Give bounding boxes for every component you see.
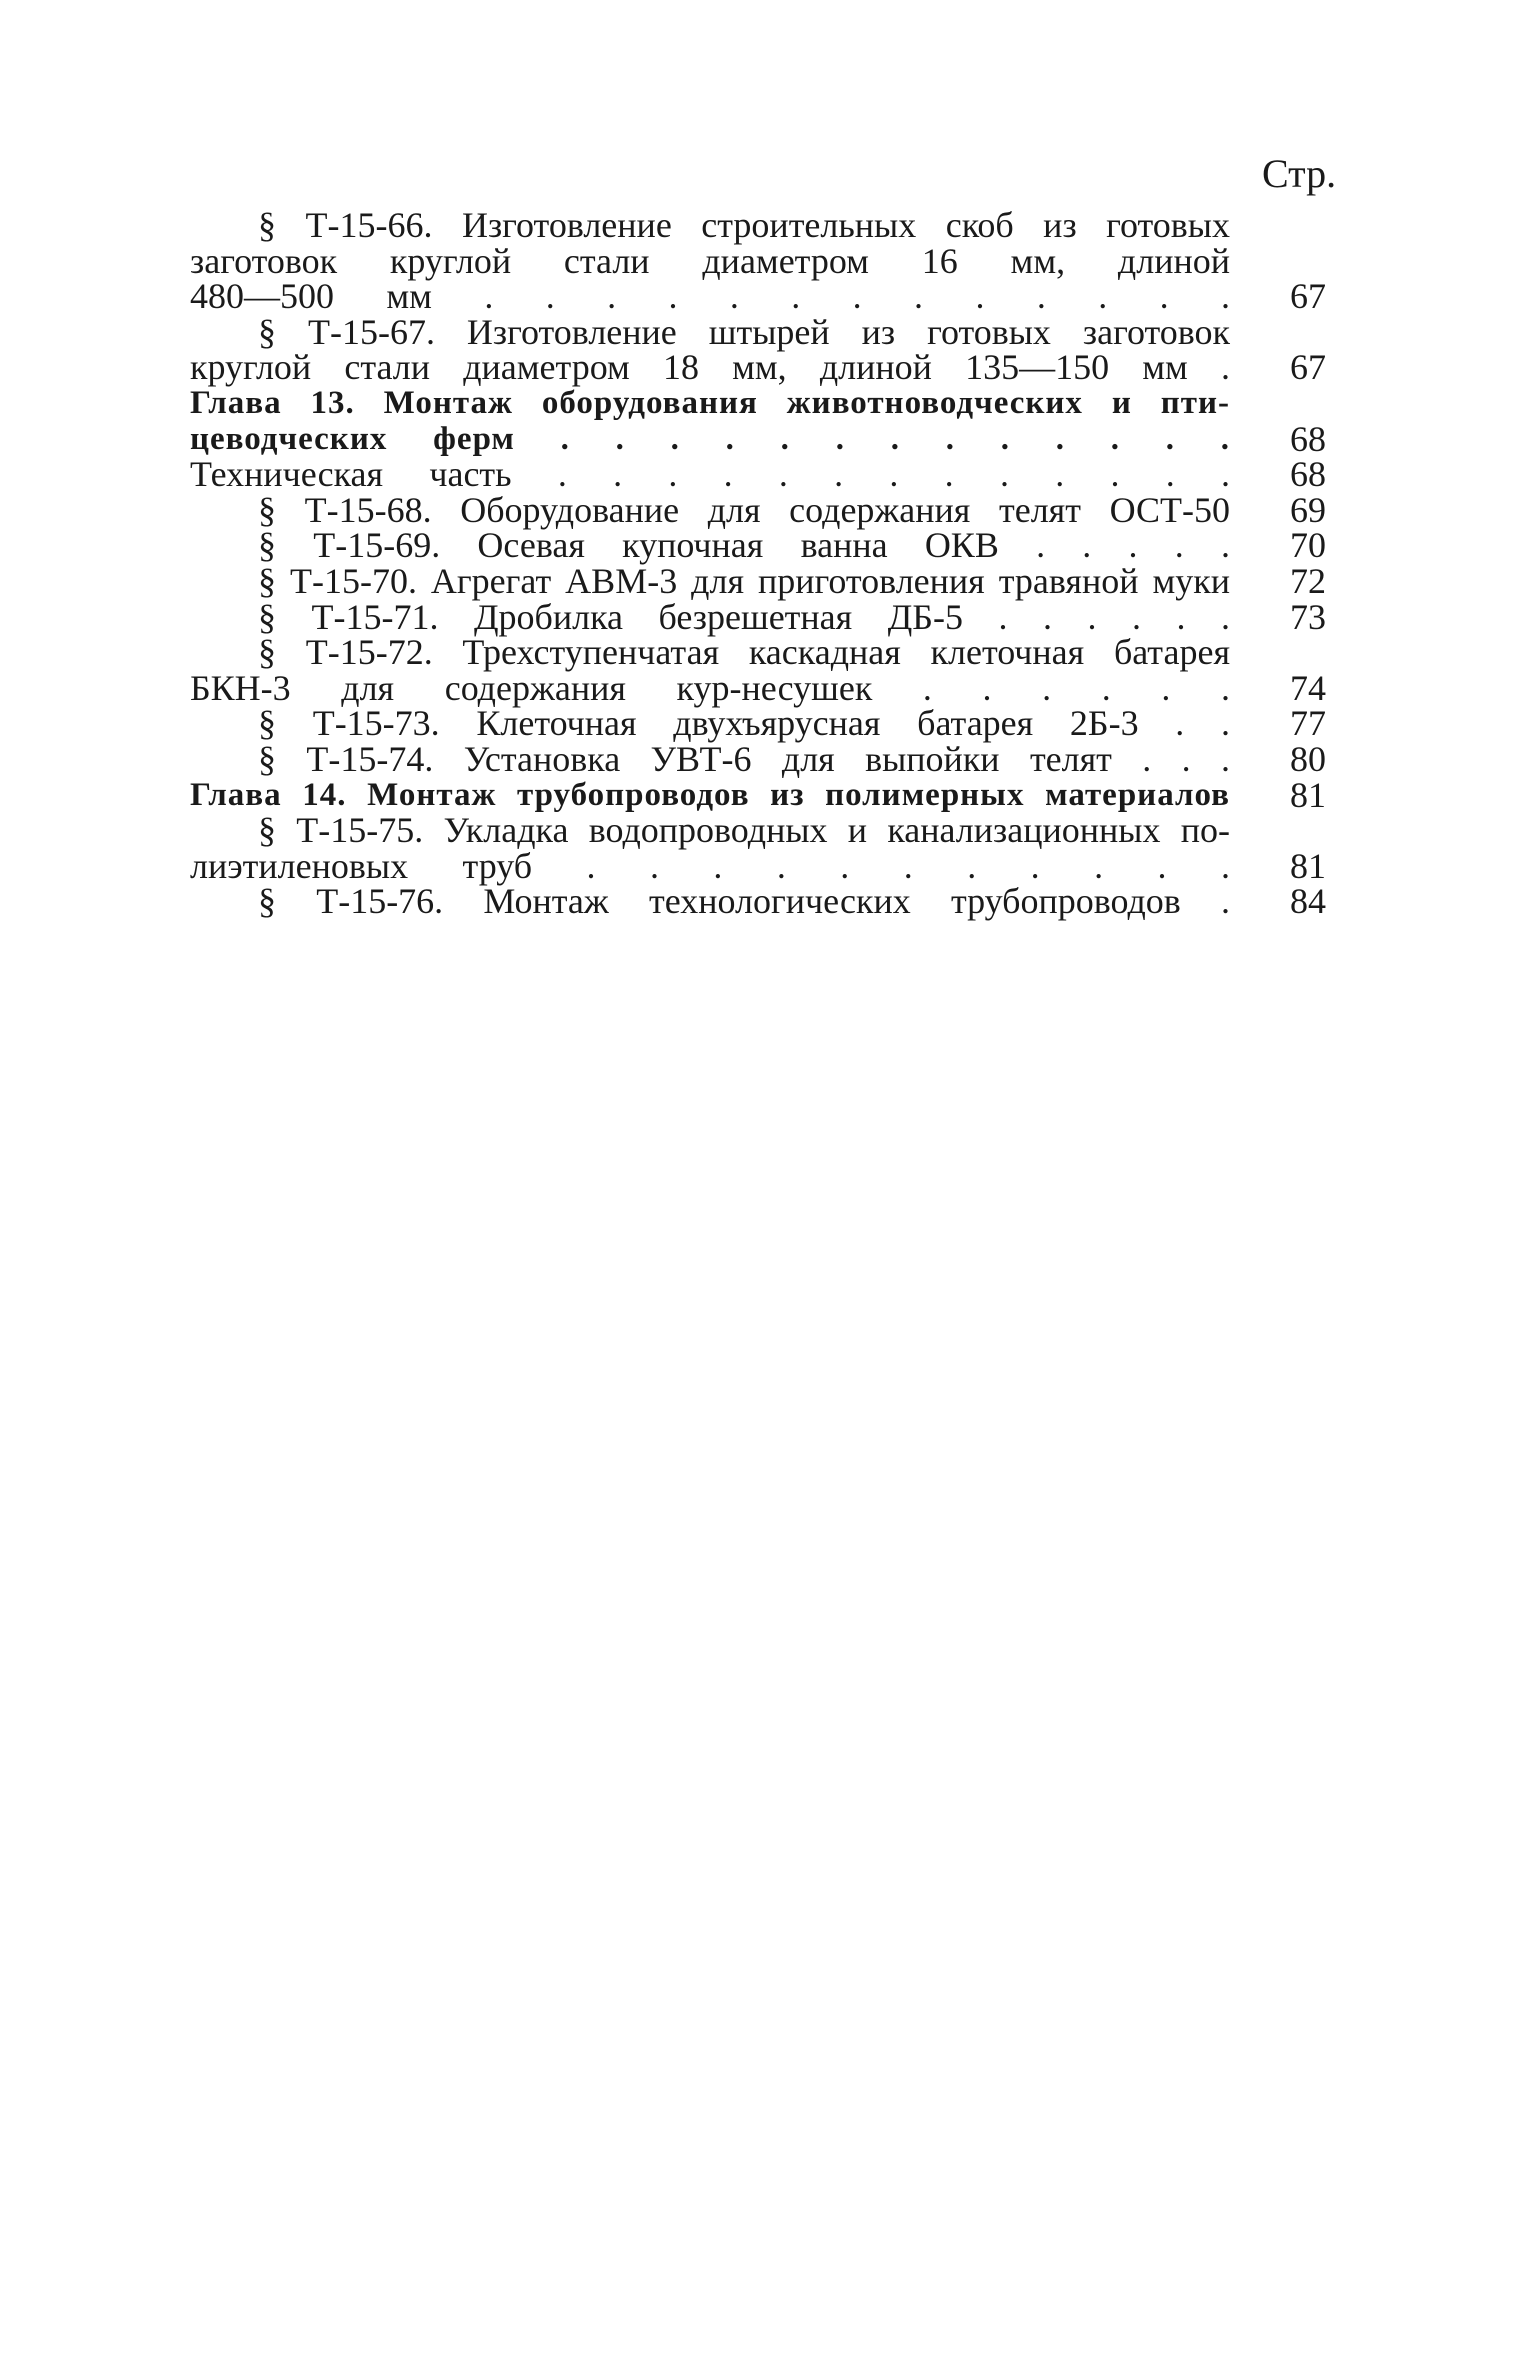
toc-entry-line: § Т-15-76. Монтаж технологических трубопроводов . xyxy=(258,881,1230,922)
toc-entry xyxy=(190,810,1340,886)
toc-entry-page: 67 xyxy=(1290,276,1326,317)
toc-entry-line: БКН-3 для содержания кур-несушек . . . . . . xyxy=(190,667,1230,708)
toc-entry-line: цеводческих ферм . . . . . . . . . . . . . xyxy=(190,420,1230,457)
toc-entry-line: Техническая часть . . . . . . . . . . . . . xyxy=(190,454,1230,495)
toc-entry-title xyxy=(190,703,1230,744)
toc-entry-page: 74 xyxy=(1290,667,1326,708)
toc-entry xyxy=(190,703,1340,744)
toc-entry-line: 480—500 мм . . . . . . . . . . . . . xyxy=(190,276,1230,317)
toc-entry-page: 68 xyxy=(1290,418,1326,459)
toc-entry-line: § Т-15-66. Изготовление строительных скоб из готовых xyxy=(258,205,1230,245)
toc-entry-page: 81 xyxy=(1290,845,1326,886)
toc-entry-page: 80 xyxy=(1290,738,1326,779)
toc-entry-page: 77 xyxy=(1290,703,1326,744)
toc-entry xyxy=(190,454,1340,495)
toc-entry-line: § Т-15-70. Агрегат АВМ-3 для приготовления травяной муки xyxy=(258,560,1230,601)
toc-entry-line: § Т-15-72. Трехступенчатая каскадная клеточная батарея xyxy=(258,632,1230,673)
toc-entry-line: Глава 14. Монтаж трубопроводов из полимерных материалов xyxy=(190,776,1230,813)
toc-entry xyxy=(190,525,1340,566)
table-of-contents xyxy=(190,205,1340,922)
toc-entry-page: 84 xyxy=(1290,881,1326,922)
toc-entry xyxy=(190,632,1340,708)
toc-entry-title xyxy=(190,560,1230,601)
toc-entry-title xyxy=(190,454,1230,495)
toc-entry xyxy=(190,205,1340,317)
toc-entry-page: 81 xyxy=(1290,774,1326,815)
toc-entry-line: лиэтиленовых труб . . . . . . . . . . . xyxy=(190,845,1230,886)
toc-entry-page: 67 xyxy=(1290,347,1326,388)
toc-entry xyxy=(190,596,1340,637)
toc-chapter-entry xyxy=(190,386,1340,457)
toc-entry-line: § Т-15-68. Оборудование для содержания телят ОСТ-50 xyxy=(258,489,1230,530)
toc-entry xyxy=(190,311,1340,388)
toc-entry xyxy=(190,881,1340,922)
toc-entry-title xyxy=(190,525,1230,566)
toc-entry-line: § Т-15-71. Дробилка безрешетная ДБ-5 . . . . . . xyxy=(258,596,1230,637)
toc-entry-page: 68 xyxy=(1290,454,1326,495)
toc-entry xyxy=(190,560,1340,601)
toc-entry-title xyxy=(190,881,1230,922)
toc-entry-line: Глава 13. Монтаж оборудования животноводческих и пти- xyxy=(190,384,1230,421)
toc-entry-title xyxy=(190,810,1230,886)
toc-entry-line: § Т-15-73. Клеточная двухъярусная батарея 2Б-3 . . xyxy=(258,703,1230,744)
toc-entry-page: 70 xyxy=(1290,525,1326,566)
toc-entry-line: § Т-15-67. Изготовление штырей из готовых заготовок xyxy=(258,311,1230,352)
toc-entry-line: круглой стали диаметром 18 мм, длиной 135—150 мм . xyxy=(190,347,1230,388)
toc-entry-title xyxy=(190,778,1230,814)
toc-entry xyxy=(190,489,1340,530)
toc-entry-title xyxy=(190,489,1230,530)
toc-entry-title xyxy=(190,205,1230,317)
toc-entry-title xyxy=(190,311,1230,388)
toc-entry xyxy=(190,738,1340,779)
toc-entry-page: 73 xyxy=(1290,596,1326,637)
toc-entry-page: 72 xyxy=(1290,560,1326,601)
toc-chapter-entry xyxy=(190,774,1340,815)
toc-entry-title xyxy=(190,738,1230,779)
toc-entry-title xyxy=(190,632,1230,708)
toc-entry-line: § Т-15-74. Установка УВТ-6 для выпойки телят . . . xyxy=(258,738,1230,779)
toc-entry-line: § Т-15-69. Осевая купочная ванна ОКВ . . . . . xyxy=(258,525,1230,566)
toc-entry-line: заготовок круглой стали диаметром 16 мм, длиной xyxy=(190,240,1230,281)
toc-entry-title xyxy=(190,386,1230,457)
page-column-label: Стр. xyxy=(1262,151,1337,196)
toc-entry-page: 69 xyxy=(1290,489,1326,530)
toc-entry-title xyxy=(190,596,1230,637)
toc-entry-line: § Т-15-75. Укладка водопроводных и канализационных по- xyxy=(258,810,1230,851)
